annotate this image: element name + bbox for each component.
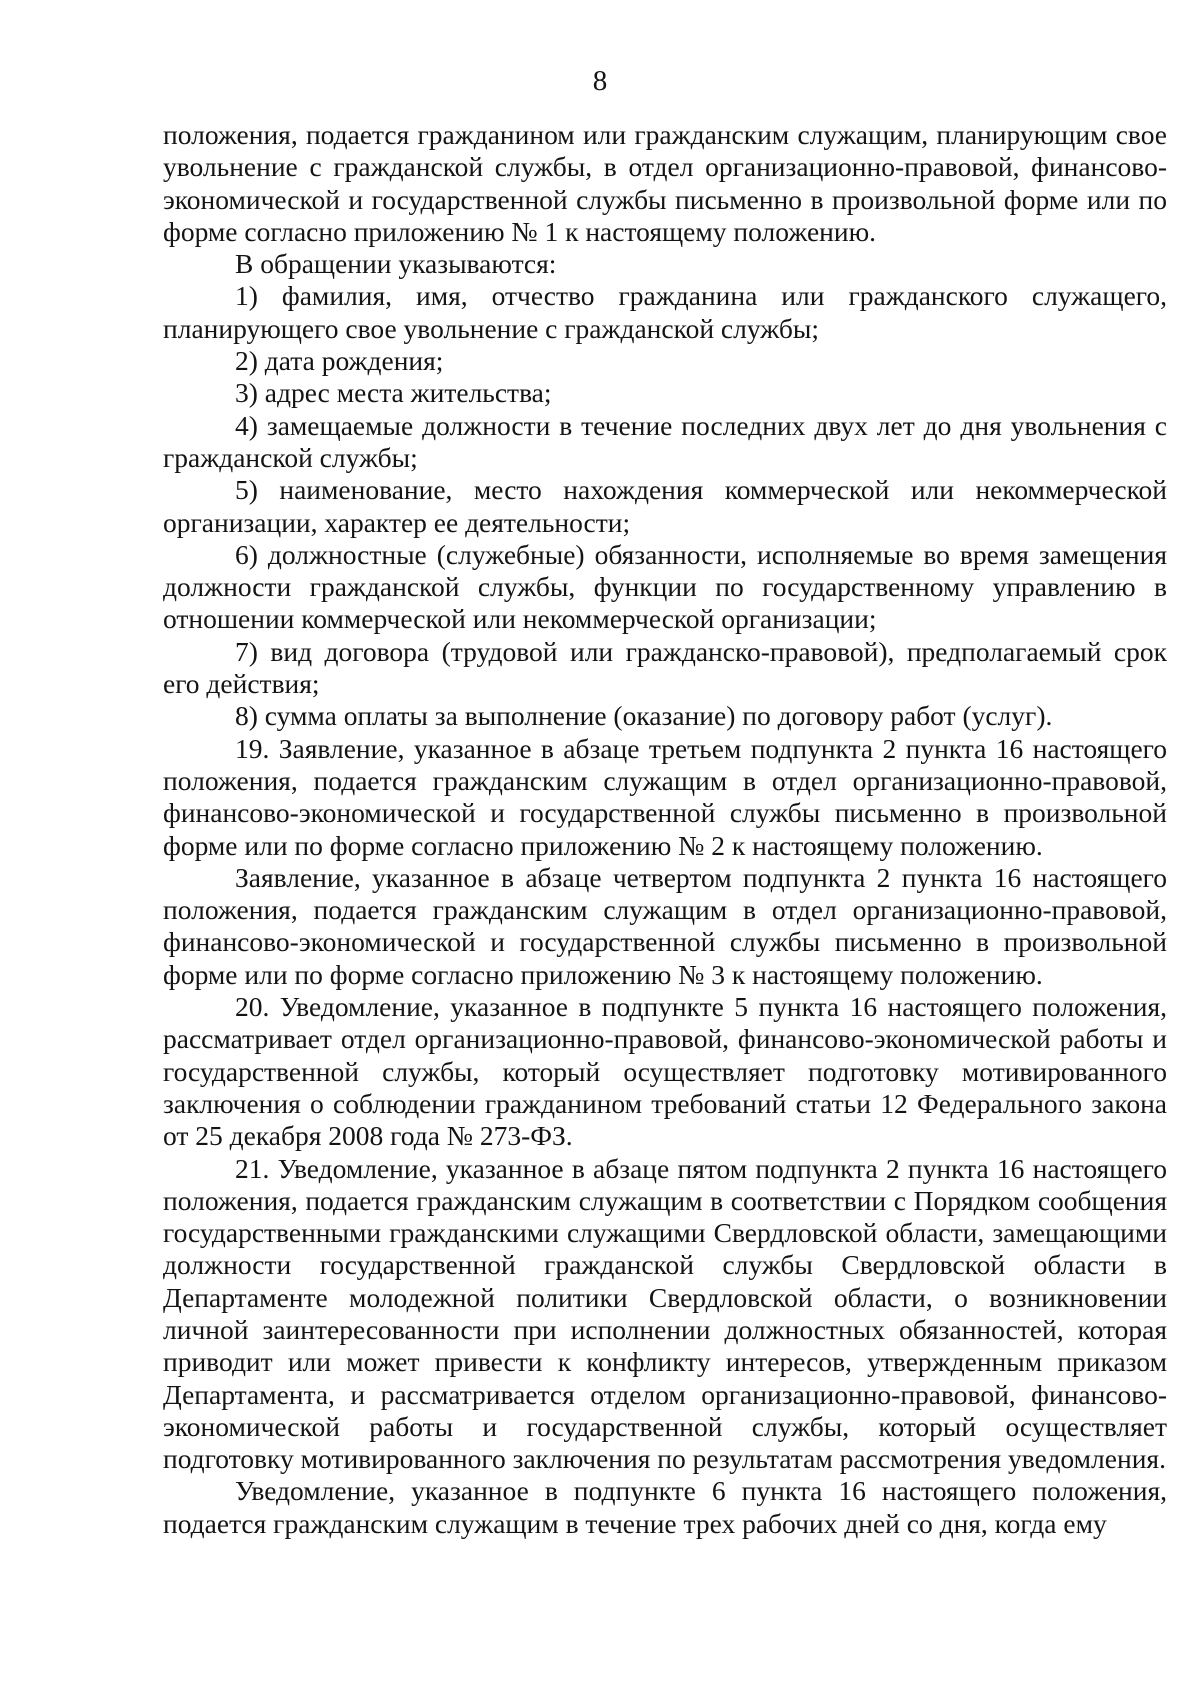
paragraph-continuation: положения, подается гражданином или гражданским служащим, планирующим свое увольнение с гражданской службы, в отдел организационно-правовой, финансово-экономической и государственной службы письменно в произвольной форме или по форме согласно приложению № 1 к настоящему положению.	[163, 119, 1167, 247]
list-item-3: 3) адрес места жительства;	[235, 377, 552, 409]
paragraph-item-21-second: Уведомление, указанное в подпункте 6 пункта 16 настоящего положения, подается гражданским служащим в течение трех рабочих дней со дня, когда ему	[163, 1475, 1167, 1539]
list-item-4: 4) замещаемые должности в течение последних двух лет до дня увольнения с гражданской службы;	[163, 409, 1167, 473]
paragraph-item-19: 19. Заявление, указанное в абзаце третьем подпункта 2 пункта 16 настоящего положения, подается гражданским служащим в отдел организационно-правовой, финансово-экономической и государственной службы письменно в произвольной форме или по форме согласно приложению № 2 к настоящему положению.	[163, 732, 1167, 861]
list-item-6: 6) должностные (служебные) обязанности, исполняемые во время замещения должности гражданской службы, функции по государственному управлению в отношении коммерческой или некоммерческой организации;	[163, 538, 1167, 635]
list-item-8: 8) сумма оплаты за выполнение (оказание) по договору работ (услуг).	[235, 700, 1053, 732]
paragraph-item-21: 21. Уведомление, указанное в абзаце пятом подпункта 2 пункта 16 настоящего положения, подается гражданским служащим в соответствии с Порядком сообщения государственными гражданскими служащими Свердловской области, замещающими должности государственной гражданской службы Свердловской области в Департаменте молодежной политики Свердловской области, о возникновении личной заинтересованности при исполнении должностных обязанностей, которая приводит или может привести к конфликту интересов, утвержденным приказом Департамента, и рассматривается отделом организационно-правовой, финансово-экономической работы и государственной службы, который осуществляет подготовку мотивированного заключения по результатам рассмотрения уведомления.	[163, 1152, 1167, 1475]
paragraph-appeal-contents-intro: В обращении указываются:	[235, 248, 557, 280]
page-number: 8	[592, 65, 608, 97]
paragraph-item-20: 20. Уведомление, указанное в подпункте 5 пункта 16 настоящего положения, рассматривает отдел организационно-правовой, финансово-экономической работы и государственной службы, который осуществляет подготовку мотивированного заключения о соблюдении гражданином требований статьи 12 Федерального закона от 25 декабря 2008 года № 273-ФЗ.	[163, 991, 1167, 1152]
list-item-1: 1) фамилия, имя, отчество гражданина или гражданского служащего, планирующего свое увольнение с гражданской службы;	[163, 280, 1167, 344]
list-item-2: 2) дата рождения;	[235, 345, 444, 377]
paragraph-item-19-second: Заявление, указанное в абзаце четвертом подпункта 2 пункта 16 настоящего положения, подается гражданским служащим в отдел организационно-правовой, финансово-экономической и государственной службы письменно в произвольной форме или по форме согласно приложению № 3 к настоящему положению.	[163, 861, 1167, 990]
document-body	[163, 119, 1167, 1540]
list-item-5: 5) наименование, место нахождения коммерческой или некоммерческой организации, характер ее деятельности;	[163, 474, 1167, 538]
list-item-7: 7) вид договора (трудовой или гражданско-правовой), предполагаемый срок его действия;	[163, 635, 1167, 700]
